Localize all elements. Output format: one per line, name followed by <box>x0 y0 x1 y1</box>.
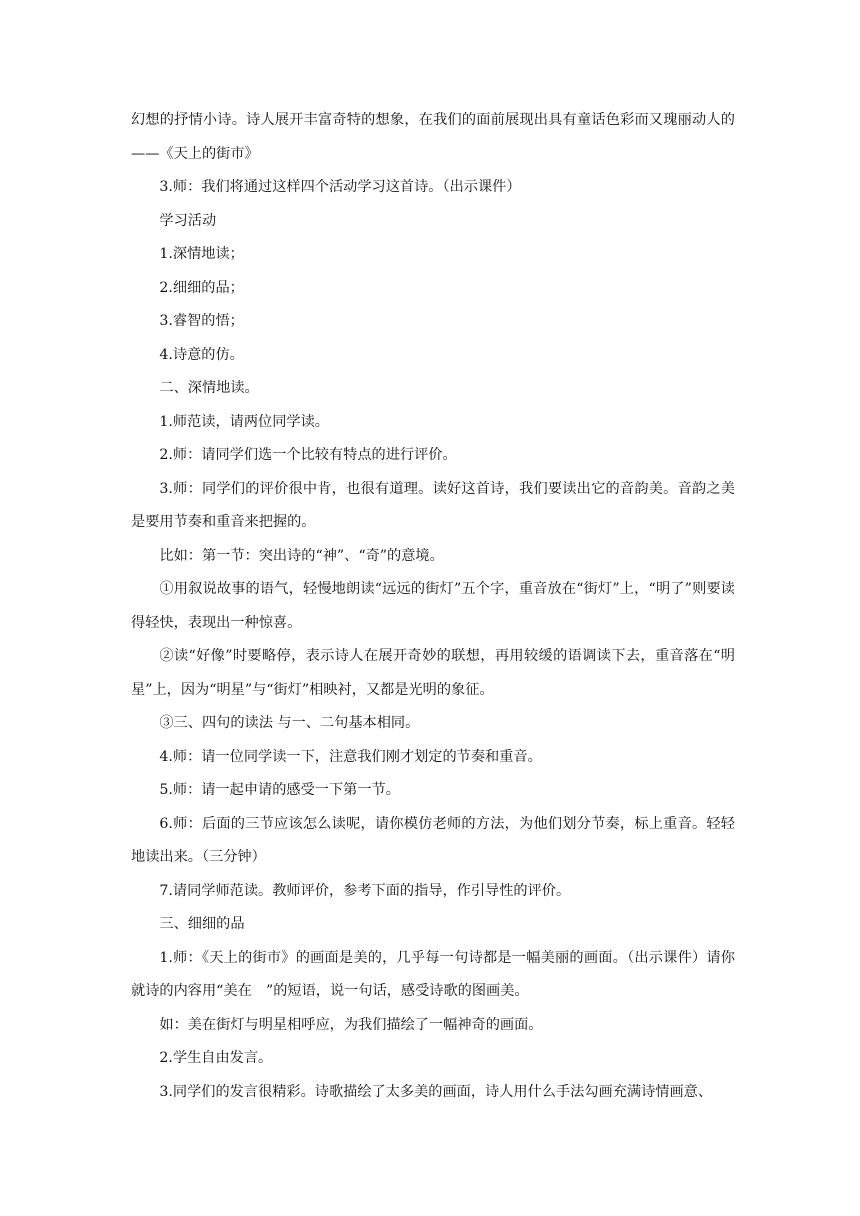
paragraph: 4.师：请一位同学读一下，注意我们刚才划定的节奏和重音。 <box>159 748 542 765</box>
section-heading: 三、细细的品 <box>159 916 245 932</box>
paragraph: ①用叙说故事的语气，轻慢地朗读“远远的街灯”五个字，重音放在“街灯”上，“明了”则要读得轻快，表现出一种惊喜。 <box>131 581 735 631</box>
paragraph: 幻想的抒情小诗。诗人展开丰富奇特的想象，在我们的面前展现出具有童话色彩而又瑰丽动人的——《天上的街市》 <box>131 112 735 162</box>
section-label: 学习活动 <box>159 212 217 229</box>
paragraph: 比如：第一节：突出诗的“神”、“奇”的意境。 <box>159 547 444 564</box>
paragraph: 5.师：请一起申请的感受一下第一节。 <box>159 782 400 798</box>
list-item: 1.深情地读； <box>159 246 244 262</box>
paragraph: 如：美在街灯与明星相呼应，为我们描绘了一幅神奇的画面。 <box>159 1016 543 1033</box>
paragraph: 2.学生自由发言。 <box>159 1050 273 1066</box>
document-body <box>131 104 735 1109</box>
paragraph: 1.师：《天上的街市》的画面是美的，几乎每一句诗都是一幅美丽的画面。（出示课件）请你就诗的内容用“美在 ”的短语，说一句话，感受诗歌的图画美。 <box>131 949 735 999</box>
paragraph: 6.师：后面的三节应该怎么读呢，请你模仿老师的方法，为他们划分节奏，标上重音。轻轻地读出来。（三分钟） <box>131 815 735 865</box>
paragraph: 3.师：我们将通过这样四个活动学习这首诗。（出示课件） <box>159 179 521 195</box>
list-item: 3.睿智的悟； <box>159 313 244 329</box>
list-item: 2.细细的品； <box>159 279 244 296</box>
paragraph: 3.同学们的发言很精彩。诗歌描绘了太多美的画面，诗人用什么手法勾画充满诗情画意、 <box>159 1083 713 1100</box>
paragraph: 1.师范读，请两位同学读。 <box>159 413 329 430</box>
paragraph: 2.师：请同学们选一个比较有特点的进行评价。 <box>159 447 457 463</box>
paragraph: 7.请同学师范读。教师评价，参考下面的指导，作引导性的评价。 <box>159 882 571 899</box>
paragraph: ②读“好像”时要略停，表示诗人在展开奇妙的联想，再用较缓的语调读下去，重音落在“明星”上，因为“明星”与“街灯”相映衬，又都是光明的象征。 <box>131 648 735 698</box>
section-heading: 二、深情地读。 <box>159 380 259 396</box>
paragraph: 3.师：同学们的评价很中肯，也很有道理。读好这首诗，我们要读出它的音韵美。音韵之美是要用节奏和重音来把握的。 <box>131 480 735 530</box>
list-item: 4.诗意的仿。 <box>159 346 244 363</box>
paragraph: ③三、四句的读法 与一、二句基本相同。 <box>159 715 420 731</box>
